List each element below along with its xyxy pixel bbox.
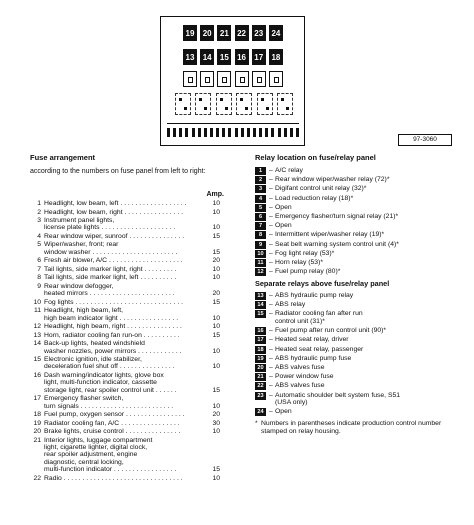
fuse-description: Tail lights, side marker light, right . . . . . . . . . [44, 265, 177, 273]
relay-row [255, 382, 465, 390]
fuse-description: Fresh air blower, A/C . . . . . . . . . . . . . . . . . . . . [44, 257, 183, 265]
relay-socket [175, 93, 191, 115]
fuse-number: 9 [37, 282, 41, 290]
fuse-description: Fog lights . . . . . . . . . . . . . . . . . . . . . . . . . . . . . [44, 298, 183, 306]
fuse-row [30, 428, 230, 435]
fuse-row [30, 233, 230, 240]
relay-socket-row-lower [175, 93, 293, 115]
relay-number-badge: 17 [255, 336, 266, 344]
fuse-slot [290, 128, 293, 137]
fuse-slot [241, 128, 244, 137]
relay-description: Fuel pump after run control unit (90)* [275, 327, 387, 335]
relay-number-badge: 5 [255, 204, 266, 212]
relay-number-badge: 14 [255, 301, 266, 309]
relay-number-badge: 7 [255, 222, 266, 230]
relay-row [255, 373, 465, 381]
fuse-arrangement-heading: Fuse arrangement [30, 153, 96, 162]
relay-number-badge: 1 [255, 167, 266, 175]
fuse-number: 7 [37, 265, 41, 273]
fuse-slot [173, 128, 176, 137]
fuse-amperage: 10 [212, 363, 220, 371]
relay-number-badge: 12 [255, 268, 266, 276]
relay-description: Fog light relay (53)* [275, 249, 335, 257]
relay-location-section [255, 152, 465, 436]
fuse-row [30, 437, 230, 474]
fuse-amperage: 10 [212, 474, 220, 482]
dash-separator: – [269, 212, 273, 220]
fuse-description: Emergency flasher switch, turn signals . . . . . . . . . . . . . . . . . . . . . . . . . [44, 395, 174, 410]
relay-number-badge: 13 [255, 292, 266, 300]
relay-row [255, 259, 465, 267]
relay-description: ABS relay [275, 301, 306, 309]
fuse-number: 1 [37, 200, 41, 207]
relay-row [255, 185, 465, 193]
dash-separator: – [269, 354, 273, 362]
fuse-amperage: 10 [212, 274, 220, 282]
fuse-arrangement-intro: according to the numbers on fuse panel from left to right: [30, 168, 206, 175]
fuse-number: 22 [33, 474, 41, 482]
dash-separator: – [269, 292, 273, 300]
fuse-amperage: 10 [212, 402, 220, 410]
fuse-slot [179, 128, 182, 137]
fuse-amperage: 20 [212, 290, 220, 298]
relay-row [255, 292, 465, 300]
dash-separator: – [269, 336, 273, 344]
fuse-slot [167, 128, 170, 137]
relay-socket [217, 71, 231, 87]
relay-number-badge: 10 [255, 250, 266, 258]
dash-separator: – [269, 391, 273, 399]
fuse-slot [265, 128, 268, 137]
fuse-description: Headlight, low beam, left . . . . . . . . . . . . . . . . . . [44, 200, 187, 207]
relay-description: Rear window wiper/washer relay (72)* [275, 176, 390, 184]
fuse-amperage: 10 [212, 347, 220, 355]
dash-separator: – [269, 222, 273, 230]
separate-relay-list [255, 292, 465, 416]
fuse-description: Brake lights, cruise control . . . . . . . . . . . . . . . [44, 428, 181, 436]
relay-description: Heated seat relay, driver [275, 336, 349, 344]
fuse-number: 16 [33, 371, 41, 379]
relay-row [255, 364, 465, 372]
dash-separator: – [269, 382, 273, 390]
fuse-description: Rear window wiper, sunroof . . . . . . . . . . . . . . . [44, 232, 185, 240]
fuse-number: 17 [33, 395, 41, 403]
fuse-number: 11 [33, 307, 41, 315]
relay-row [255, 327, 465, 335]
fuse-number: 15 [33, 356, 41, 364]
relay-description: Emergency flasher/turn signal relay (21)* [275, 212, 399, 220]
fuse-number: 12 [33, 323, 41, 331]
fuse-number: 2 [37, 208, 41, 216]
relay-number-badge: 9 [255, 241, 266, 249]
relay-description: ABS hydraulic pump relay [275, 292, 354, 300]
fuse-amperage: 15 [212, 248, 220, 256]
relay-row [255, 310, 465, 326]
fuse-row [30, 372, 230, 394]
fuse-row [30, 283, 230, 298]
fuse-number: 8 [37, 274, 41, 282]
fuse-row-second [183, 49, 283, 67]
relay-socket-row-upper [183, 71, 283, 89]
diagram-reference-code: 97-3060 [398, 134, 452, 146]
panel-position-18: 18 [269, 49, 283, 65]
relay-socket [216, 93, 232, 115]
fuse-slot [235, 128, 238, 137]
panel-position-22: 22 [235, 25, 249, 41]
fuse-row [30, 356, 230, 371]
relay-description: Load reduction relay (18)* [275, 194, 354, 202]
panel-position-23: 23 [252, 25, 266, 41]
fuse-number: 13 [33, 331, 41, 339]
fuse-description: Wiper/washer, front; rear window washer . . . . . . . . . . . . . . . . . . . . . . . [44, 241, 178, 256]
fuse-amperage: 15 [212, 232, 220, 240]
fuse-amperage: 15 [212, 331, 220, 339]
panel-position-17: 17 [252, 49, 266, 65]
relay-number-badge: 22 [255, 382, 266, 390]
fuse-amperage: 10 [212, 265, 220, 273]
fuse-slot [247, 128, 250, 137]
panel-position-24: 24 [269, 25, 283, 41]
relay-number-badge: 23 [255, 392, 266, 400]
fuse-number: 4 [37, 232, 41, 240]
dash-separator: – [269, 185, 273, 193]
fuse-row [30, 411, 230, 418]
fuse-row [30, 420, 230, 427]
dash-separator: – [269, 258, 273, 266]
relay-row [255, 195, 465, 203]
fuse-number: 20 [33, 428, 41, 436]
relay-number-badge: 3 [255, 185, 266, 193]
relay-row [255, 204, 465, 212]
fuse-amperage: 10 [212, 224, 220, 232]
relay-description: Seat belt warning system control unit (4)* [275, 240, 399, 248]
fuse-number: 6 [37, 257, 41, 265]
fuse-row [30, 266, 230, 273]
fuse-row [30, 340, 230, 355]
relay-number-badge: 21 [255, 373, 266, 381]
relay-number-badge: 20 [255, 364, 266, 372]
relay-socket [277, 93, 293, 115]
relay-row [255, 268, 465, 276]
relay-description: ABS valves fuse [275, 363, 325, 371]
fuse-number: 14 [33, 340, 41, 348]
relay-socket [257, 93, 273, 115]
fuse-amperage: 15 [212, 298, 220, 306]
relay-row [255, 213, 465, 221]
fuse-slot [222, 128, 225, 137]
relay-number-badge: 19 [255, 355, 266, 363]
fuse-slot [228, 128, 231, 137]
relay-description: Horn relay (53)* [275, 258, 323, 266]
fuse-row [30, 307, 230, 322]
fuse-slot [185, 128, 188, 137]
relay-number-badge: 16 [255, 327, 266, 335]
asterisk-icon: * [255, 420, 258, 428]
fuse-amperage: 30 [212, 419, 220, 427]
fuse-arrangement-section [30, 152, 230, 483]
fuse-description: Electronic ignition, idle stabilizer, deceleration fuel shut off . . . . . . . . . . . . . . . [44, 356, 175, 371]
relay-row [255, 301, 465, 309]
dash-separator: – [269, 240, 273, 248]
relay-description: ABS valves fuse [275, 382, 325, 390]
fuse-list [30, 200, 230, 482]
panel-position-19: 19 [183, 25, 197, 41]
dash-separator: – [269, 363, 273, 371]
relay-location-heading: Relay location on fuse/relay panel [255, 153, 376, 162]
relay-number-badge: 11 [255, 259, 266, 267]
fuse-amperage: 15 [212, 386, 220, 394]
fuse-description: Horn, radiator cooling fan run-on . . . . . . . . . . [44, 331, 180, 339]
fuse-description: Instrument panel lights, license plate lights . . . . . . . . . . . . . . . . . . . . [44, 217, 176, 232]
panel-position-14: 14 [200, 49, 214, 65]
relay-row [255, 167, 465, 175]
fuse-amperage: 20 [212, 411, 220, 419]
fuse-row [30, 200, 230, 207]
fuse-amperage: 10 [212, 200, 220, 207]
relay-number-badge: 24 [255, 408, 266, 416]
relay-description: Open [275, 408, 292, 416]
fuse-number: 3 [37, 217, 41, 224]
footnote-text: Numbers in parentheses indicate production control number stamped on relay housing. [261, 420, 442, 435]
relay-socket [252, 71, 266, 87]
fuse-slot [278, 128, 281, 137]
fuse-slot [210, 128, 213, 137]
relay-row [255, 392, 465, 408]
relay-socket [195, 93, 211, 115]
relay-description: Intermittent wiper/washer relay (19)* [275, 231, 385, 239]
relay-row [255, 241, 465, 249]
fuse-row [30, 257, 230, 264]
relay-row [255, 231, 465, 239]
relay-description: Digifant control unit relay (32)* [275, 185, 367, 193]
relay-socket [183, 71, 197, 87]
fuse-row [30, 217, 230, 232]
fuse-number: 10 [33, 298, 41, 306]
relay-number-badge: 4 [255, 195, 266, 203]
fuse-slot [259, 128, 262, 137]
dash-separator: – [269, 231, 273, 239]
relay-number-badge: 6 [255, 213, 266, 221]
relay-row [255, 250, 465, 258]
fuse-row [30, 395, 230, 410]
fuse-description: Dash warning/indicator lights, glove box light, multi-function indicator, cassette storage light, rear spoiler control unit . . . . . . [44, 371, 177, 394]
fuse-description: Rear window defogger, heated mirrors . . . . . . . . . . . . . . . . . . . . . . . [44, 282, 175, 298]
fuse-description: Headlight, high beam, left, high beam indicator light . . . . . . . . . . . . . . . . [44, 307, 179, 322]
fuse-description: Headlight, low beam, right . . . . . . . . . . . . . . . . [44, 208, 184, 216]
dash-separator: – [269, 167, 273, 174]
fuse-description: Interior lights, luggage compartment light, cigarette lighter, digital clock, rear spoiler adjustment, engine diagnostic, central locking, multi-function indicator . . . . . . . . . . . . . . . . . [44, 436, 177, 474]
fuse-amperage: 10 [212, 208, 220, 216]
fuse-slot [204, 128, 207, 137]
fuse-description: Fuel pump, oxygen sensor . . . . . . . . . . . . . . . . [44, 411, 185, 419]
panel-position-15: 15 [217, 49, 231, 65]
relay-description: Open [275, 203, 292, 211]
footnote [255, 420, 465, 435]
dash-separator: – [269, 327, 273, 335]
panel-position-21: 21 [217, 25, 231, 41]
relay-socket [236, 93, 252, 115]
relay-socket [269, 71, 283, 87]
fuse-strip [167, 123, 299, 139]
relay-description: Open [275, 222, 292, 230]
fuse-row [30, 475, 230, 482]
fuse-slot [216, 128, 219, 137]
relay-row [255, 222, 465, 230]
fuse-slot [192, 128, 195, 137]
relay-socket [200, 71, 214, 87]
fuse-number: 5 [37, 241, 41, 249]
relay-row [255, 346, 465, 354]
relay-description: Fuel pump relay (80)* [275, 268, 341, 276]
dash-separator: – [269, 194, 273, 202]
relay-row [255, 355, 465, 363]
relay-list [255, 167, 465, 276]
panel-position-20: 20 [200, 25, 214, 41]
fuse-number: 21 [33, 436, 41, 444]
relay-socket [235, 71, 249, 87]
fuse-slot [284, 128, 287, 137]
relay-number-badge: 2 [255, 176, 266, 184]
amp-column-header: Amp. [206, 191, 224, 198]
relay-number-badge: 8 [255, 231, 266, 239]
fuse-relay-panel-diagram [160, 16, 305, 146]
fuse-row [30, 209, 230, 216]
fuse-slot [271, 128, 274, 137]
dash-separator: – [269, 249, 273, 257]
fuse-amperage: 20 [212, 257, 220, 265]
fuse-row-top [183, 25, 283, 43]
fuse-slot [198, 128, 201, 137]
relay-description: Automatic shoulder belt system fuse, S51 (USA only) [275, 391, 401, 407]
fuse-row [30, 299, 230, 306]
fuse-row [30, 323, 230, 330]
fuse-amperage: 10 [212, 428, 220, 436]
fuse-row [30, 332, 230, 339]
dash-separator: – [269, 310, 273, 318]
fuse-row [30, 241, 230, 256]
relay-description: Heated seat relay, passenger [275, 345, 364, 353]
relay-description: A/C relay [275, 167, 303, 174]
fuse-description: Back-up lights, heated windshield washer nozzles, power mirrors . . . . . . . . . . . . [44, 340, 182, 355]
fuse-slot [296, 128, 299, 137]
fuse-description: Tail lights, side marker light, left . . . . . . . . . . [44, 274, 177, 282]
relay-description: Power window fuse [275, 373, 334, 381]
fuse-amperage: 10 [212, 323, 220, 331]
relay-row [255, 336, 465, 344]
relay-row [255, 408, 465, 416]
fuse-slot [253, 128, 256, 137]
dash-separator: – [269, 203, 273, 211]
relay-row [255, 176, 465, 184]
dash-separator: – [269, 301, 273, 309]
dash-separator: – [269, 345, 273, 353]
dash-separator: – [269, 408, 273, 416]
fuse-number: 18 [33, 411, 41, 419]
relay-description: ABS hydraulic pump fuse [275, 354, 352, 362]
fuse-amperage: 10 [212, 314, 220, 322]
fuse-description: Radio . . . . . . . . . . . . . . . . . . . . . . . . . . . . . . . . [44, 474, 183, 482]
fuse-description: Headlight, high beam, right . . . . . . . . . . . . . . . [44, 323, 182, 331]
relay-number-badge: 18 [255, 346, 266, 354]
dash-separator: – [269, 268, 273, 276]
dash-separator: – [269, 373, 273, 381]
panel-position-16: 16 [235, 49, 249, 65]
fuse-row [30, 274, 230, 281]
panel-position-13: 13 [183, 49, 197, 65]
relay-description: Radiator cooling fan after run control unit (31)* [275, 310, 363, 326]
fuse-description: Radiator cooling fan, A/C . . . . . . . . . . . . . . . . [44, 419, 180, 427]
relay-number-badge: 15 [255, 310, 266, 318]
fuse-number: 19 [33, 419, 41, 427]
dash-separator: – [269, 176, 273, 184]
separate-relays-heading: Separate relays above fuse/relay panel [255, 279, 390, 289]
fuse-amperage: 15 [212, 466, 220, 474]
